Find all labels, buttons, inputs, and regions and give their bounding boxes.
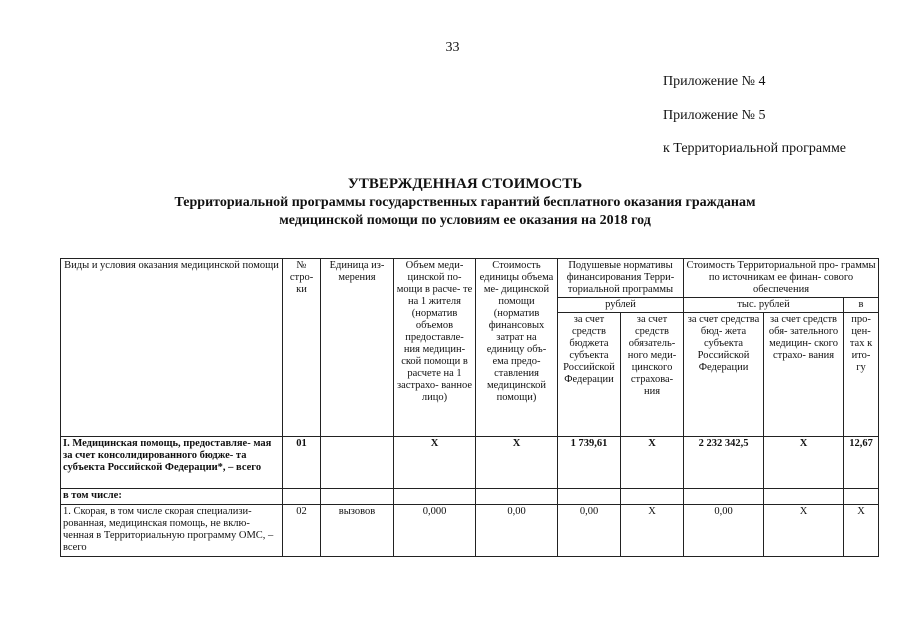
header-volume: Объем меди- цинской по- мощи в расче- те на 1 жителя (норматив объемов предоставле- ния медицин- ской помощи в расчете на 1 застрахо- ванное лицо) <box>394 259 476 437</box>
row-per-capita-oms: X <box>621 437 684 489</box>
header-row-number: № стро- ки <box>283 259 321 437</box>
row-total-oms: X <box>764 505 844 557</box>
row-cost: 0,00 <box>476 505 558 557</box>
header-unit: Единица из- мерения <box>321 259 394 437</box>
header-oms-total: за счет средств обя- зательного медицин- ского страхо- вания <box>764 313 844 437</box>
header-budget-total: за счет средства бюд- жета субъекта Российской Федерации <box>684 313 764 437</box>
table-row <box>61 505 879 557</box>
row-total-budget: 2 232 342,5 <box>684 437 764 489</box>
row-total-budget: 0,00 <box>684 505 764 557</box>
row-label: 1. Скорая, в том числе скорая специализи- рованная, медицинская помощь, не вклю- ченная в Территориальную программу ОМС, – всего <box>61 505 283 557</box>
row-total-oms: X <box>764 437 844 489</box>
header-thousand-rubles: тыс. рублей <box>684 298 844 313</box>
row-percent: X <box>844 505 879 557</box>
row-per-capita-budget: 0,00 <box>558 505 621 557</box>
row-volume: 0,000 <box>394 505 476 557</box>
header-total-cost: Стоимость Территориальной про- граммы по источникам ее финан- сового обеспечения <box>684 259 879 298</box>
appendix-4-label: Приложение № 4 <box>663 74 766 89</box>
subtitle-line-1: Территориальной программы государственных гарантий бесплатного оказания гражданам <box>174 195 756 210</box>
header-kinds: Виды и условия оказания медицинской помощи <box>61 259 283 437</box>
subtitle-line-2: медицинской помощи по условиям ее оказания на 2018 год <box>279 213 651 228</box>
row-number: 01 <box>283 437 321 489</box>
row-unit: вызовов <box>321 505 394 557</box>
header-unit-cost: Стоимость единицы объема ме- дицинской помощи (норматив финансовых затрат на единицу объ- ема предо- ставления медицинской помощи) <box>476 259 558 437</box>
header-percent: про- цен- тах к ито- гу <box>844 313 879 437</box>
page-number: 33 <box>445 40 460 55</box>
header-rubles: рублей <box>558 298 684 313</box>
header-in: в <box>844 298 879 313</box>
row-number: 02 <box>283 505 321 557</box>
header-budget-per-capita: за счет средств бюджета субъекта Российской Федерации <box>558 313 621 437</box>
row-label: в том числе: <box>61 489 283 505</box>
row-cost: X <box>476 437 558 489</box>
header-per-capita: Подушевые нормативы финансирования Терри- ториальной программы <box>558 259 684 298</box>
table-row <box>61 437 879 489</box>
row-label: I. Медицинская помощь, предоставляе- мая за счет консолидированного бюдже- та субъекта Российской Федерации*, – всего <box>61 437 283 489</box>
document-subtitle <box>0 194 905 230</box>
row-per-capita-oms: X <box>621 505 684 557</box>
document-title: УТВЕРЖДЕННАЯ СТОИМОСТЬ <box>347 176 583 192</box>
row-per-capita-budget: 1 739,61 <box>558 437 621 489</box>
cost-table <box>60 258 879 557</box>
header-oms-per-capita: за счет средств обязатель- ного меди- цинского страхова- ния <box>621 313 684 437</box>
table-row <box>61 489 879 505</box>
row-volume: X <box>394 437 476 489</box>
appendix-5-label: Приложение № 5 <box>663 108 766 123</box>
row-unit <box>321 437 394 489</box>
row-percent: 12,67 <box>844 437 879 489</box>
appendix-reference: к Территориальной программе <box>663 141 847 156</box>
